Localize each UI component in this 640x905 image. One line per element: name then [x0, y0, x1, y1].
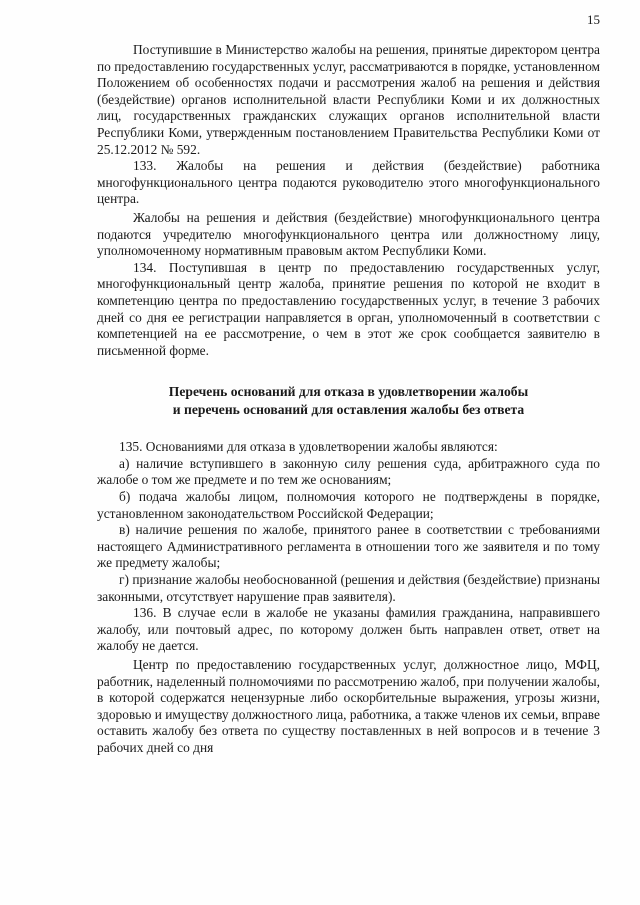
paragraph-136: 136. В случае если в жалобе не указаны фамилия гражданина, направившего жалобу, или почтовый адрес, по которому должен быть направлен ответ, ответ на жалобу не дается. [97, 605, 600, 654]
document-body [97, 42, 600, 757]
list-item-b: б) подача жалобы лицом, полномочия которого не подтверждены в порядке, установленном законодательством Российской Федерации; [97, 489, 600, 521]
list-item-a: а) наличие вступившего в законную силу решения суда, арбитражного суда по жалобе о том же предмете и по тем же основаниям; [97, 455, 600, 488]
section-heading [97, 383, 600, 419]
page-number: 15 [587, 12, 600, 27]
list-item-v: в) наличие решения по жалобе, принятого ранее в соответствии с требованиями настоящего Административного регламента в отношении того же заявителя и по тому же предмету жалобы; [97, 522, 600, 571]
paragraph-135-intro: 135. Основаниями для отказа в удовлетворении жалобы являются: [119, 439, 498, 455]
paragraph-complaints-ministry: Поступившие в Министерство жалобы на решения, принятые директором центра по предоставлению государственных услуг, рассматриваются в порядке, установленном Положением об особенностях подачи и рассмотрения жалоб на решения и действия (бездействие) органов исполнительной власти Республики Коми и их должностных лиц, государственных гражданских служащих органов исполнительной власти Республики Коми, утвержденным постановлением Правительства Республики Коми от 25.12.2012 № 592. [97, 42, 600, 157]
paragraph-133: 133. Жалобы на решения и действия (бездействие) работника многофункционального центра подаются руководителю этого многофункционального центра. [97, 158, 600, 207]
list-item-g: г) признание жалобы необоснованной (решения и действия (бездействие) признаны законными, отсутствует нарушение прав заявителя). [97, 572, 600, 604]
paragraph-mfc-founder: Жалобы на решения и действия (бездействие) многофункционального центра подаются учредителю многофункционального центра или должностному лицу, уполномоченному нормативным правовым актом Республики Коми. [97, 209, 600, 259]
paragraph-obscene-complaints: Центр по предоставлению государственных услуг, должностное лицо, МФЦ, работник, наделенный полномочиями по рассмотрению жалоб, при получении жалобы, в которой содержатся нецензурные либо оскорбительные выражения, угрозы жизни, здоровью и имуществу должностного лица, работника, а также членов их семьи, вправе оставить жалобу без ответа по существу поставленных в ней вопросов и в течение 3 рабочих дней со дня [97, 657, 600, 755]
section-heading-line-1: Перечень оснований для отказа в удовлетворении жалобы [168, 384, 529, 400]
paragraph-134: 134. Поступившая в центр по предоставлению государственных услуг, многофункциональный центр жалоба, принятие решения по которой не входит в компетенцию центра по предоставлению государственных услуг, в течение 3 рабочих дней со дня ее регистрации направляется в орган, уполномоченный в соответствии с компетенцией на ее рассмотрение, о чем в этот же срок сообщается заявителю в письменной форме. [97, 259, 600, 358]
section-heading-line-2: и перечень оснований для оставления жалобы без ответа [172, 402, 525, 418]
